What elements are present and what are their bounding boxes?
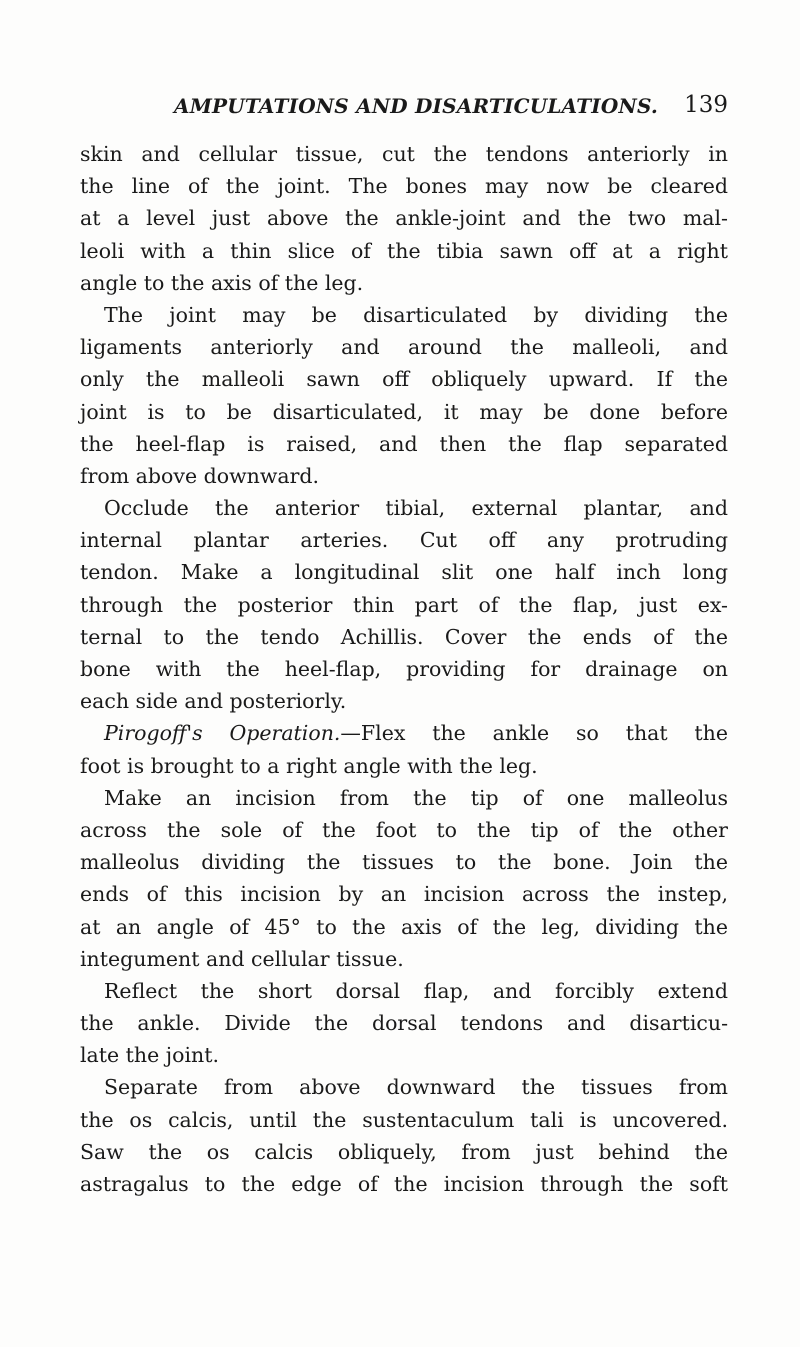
text-line: the ankle. Divide the dorsal tendons and disarticu-	[80, 1011, 728, 1036]
running-header	[80, 88, 728, 128]
text-line: integument and cellular tissue.	[80, 946, 404, 971]
text-line-tail: —Flex the ankle so that the	[340, 721, 729, 746]
text-line: Saw the os calcis obliquely, from just behind the	[80, 1139, 728, 1164]
text-line: malleolus dividing the tissues to the bone. Join the	[80, 850, 728, 875]
text-line: ternal to the tendo Achillis. Cover the ends of the	[80, 624, 728, 649]
page-number: 139	[684, 92, 728, 118]
text-line: joint is to be disarticulated, it may be done before	[80, 399, 728, 424]
text-line: skin and cellular tissue, cut the tendons anteriorly in	[80, 142, 728, 166]
text-line: bone with the heel-flap, providing for drainage on	[80, 657, 728, 681]
text-line: foot is brought to a right angle with the leg.	[80, 753, 538, 778]
text-line: leoli with a thin slice of the tibia sawn off at a right	[80, 238, 728, 263]
text-line: through the posterior thin part of the flap, just ex-	[80, 592, 728, 617]
text-line: The joint may be disarticulated by dividing the	[104, 302, 728, 327]
text-line: Reflect the short dorsal flap, and forcibly extend	[104, 978, 728, 1003]
section-heading-line	[80, 717, 728, 749]
text-line: Make an incision from the tip of one malleolus	[104, 785, 728, 810]
text-line: the heel-flap is raised, and then the flap separated	[80, 431, 728, 456]
text-line: across the sole of the foot to the tip of the other	[80, 817, 728, 842]
text-line: Separate from above downward the tissues from	[104, 1075, 728, 1100]
text-line: internal plantar arteries. Cut off any protruding	[80, 528, 728, 553]
text-line: the os calcis, until the sustentaculum tali is uncovered.	[80, 1107, 728, 1132]
text-line: late the joint.	[80, 1043, 219, 1068]
text-line: Occlude the anterior tibial, external plantar, and	[104, 496, 728, 521]
text-line: from above downward.	[80, 463, 320, 488]
text-line: at an angle of 45° to the axis of the leg, dividing the	[80, 914, 728, 939]
text-line: each side and posteriorly.	[80, 689, 347, 714]
text-line: ends of this incision by an incision across the instep,	[80, 882, 728, 907]
body-text	[80, 138, 728, 1200]
text-line: only the malleoli sawn off obliquely upward. If the	[80, 367, 728, 392]
text-line: angle to the axis of the leg.	[80, 270, 364, 295]
text-line: the line of the joint. The bones may now be cleared	[80, 174, 728, 199]
text-line: at a level just above the ankle-joint and the two mal-	[80, 206, 728, 231]
section-heading: Pirogoff's Operation.	[104, 721, 341, 746]
text-line: ligaments anteriorly and around the malleoli, and	[80, 335, 728, 360]
running-title: AMPUTATIONS AND DISARTICULATIONS.	[174, 94, 659, 118]
text-line: tendon. Make a longitudinal slit one half inch long	[80, 560, 728, 585]
text-line: astragalus to the edge of the incision through the soft	[80, 1172, 728, 1196]
